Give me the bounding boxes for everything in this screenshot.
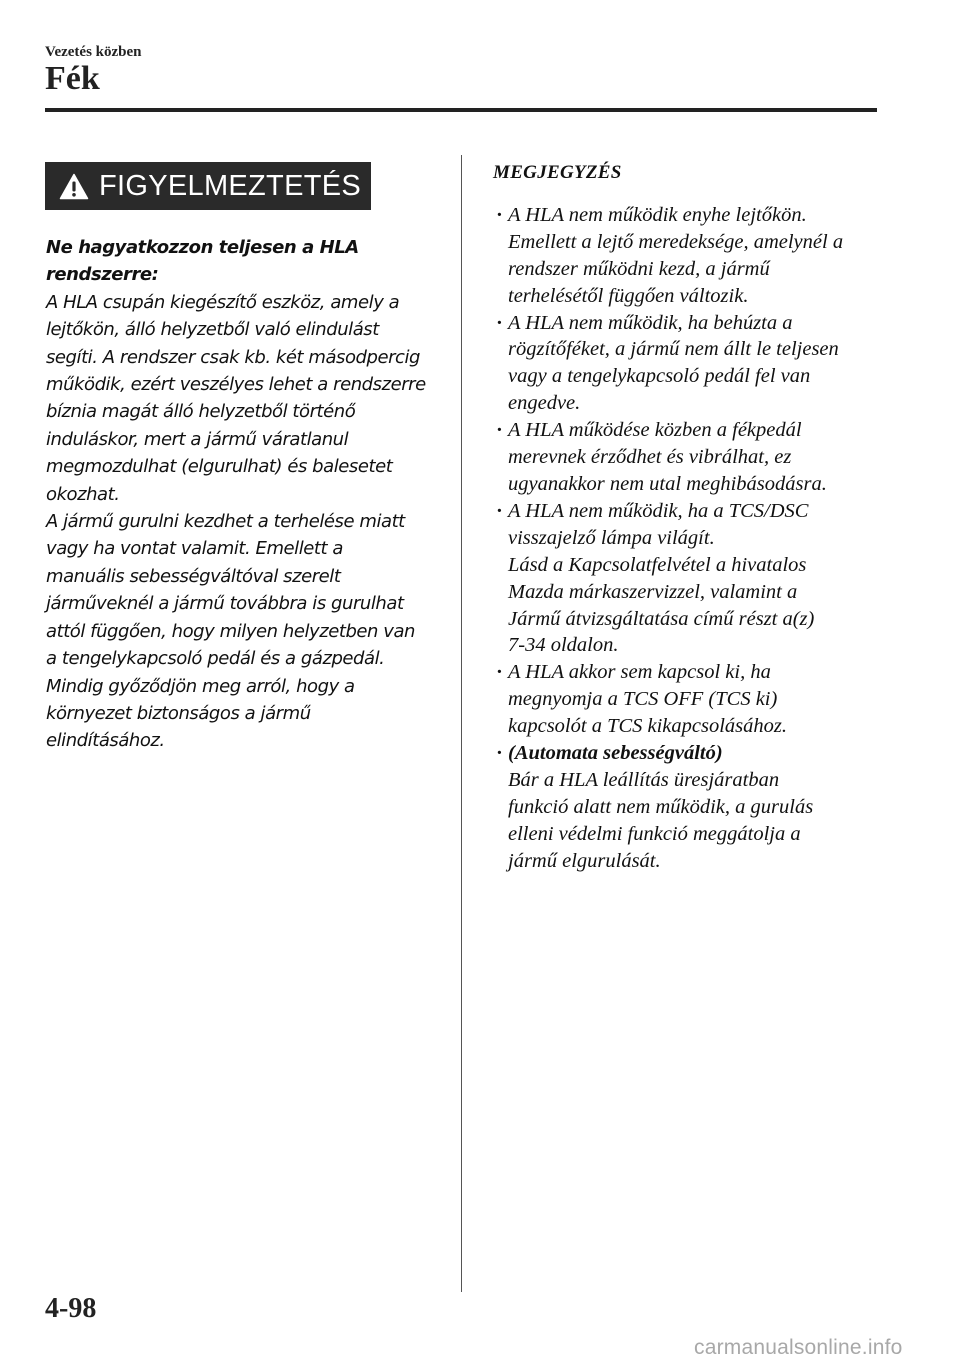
bullet-text-line: vagy a tengelykapcsoló pedál fel van [508, 365, 811, 388]
text-line: manuális sebességváltóval szerelt [46, 565, 341, 587]
warning-title: FIGYELMEZTETÉS [99, 169, 362, 202]
bullet-text-line: megnyomja a TCS OFF (TCS ki) [508, 688, 778, 711]
text-line: működik, ezért veszélyes lehet a rendszerre [46, 374, 426, 396]
bullet-text-line: engedve. [508, 392, 581, 415]
bullet-text-line: A HLA nem működik, ha behúzta a [508, 311, 793, 334]
section-label: Vezetés közben [45, 44, 142, 60]
text-line: környezet biztonságos a jármű [46, 702, 311, 724]
text-line: A HLA csupán kiegészítő eszköz, amely a [46, 291, 400, 313]
warning-triangle-icon [59, 173, 89, 200]
bullet-dot-icon: · [496, 661, 503, 684]
header-rule [45, 108, 877, 112]
warning-paragraph-2 [46, 508, 442, 755]
text-line: járműveknél a jármű továbbra is gurulhat [46, 593, 404, 615]
bullet-text-line: kapcsolót a TCS kikapcsolásához. [508, 715, 788, 738]
column-divider [461, 155, 462, 1292]
bullet-text-line: 7-34 oldalon. [508, 634, 619, 657]
bullet-text-line: A HLA akkor sem kapcsol ki, ha [508, 661, 771, 684]
note-bullet-list [491, 202, 891, 875]
note-bullet-item [491, 417, 891, 498]
warning-lead-line: Ne hagyatkozzon teljesen a HLA [46, 237, 359, 258]
text-line: megmozdulhat (elgurulhat) és balesetet [46, 456, 393, 478]
bullet-text-line: terhelésétől függően változik. [508, 284, 749, 307]
warning-lead [46, 234, 442, 289]
text-line: induláskor, mert a jármű váratlanul [46, 428, 349, 450]
note-bullet-item [491, 202, 891, 310]
bullet-text-line: Emellett a lejtő meredeksége, amelynél a [508, 230, 844, 253]
warning-paragraph-1 [46, 289, 442, 508]
bullet-text-line: Lásd a Kapcsolatfelvétel a hivatalos [508, 553, 807, 576]
bullet-dot-icon: · [496, 203, 503, 226]
bullet-dot-icon: · [496, 311, 503, 334]
bullet-dot-icon: · [496, 742, 503, 765]
bullet-text-line: visszajelző lámpa világít. [508, 526, 715, 549]
warning-lead-line: rendszerre: [46, 264, 159, 286]
text-line: a tengelykapcsoló pedál és a gázpedál. [46, 648, 385, 670]
note-bullet-item [491, 659, 891, 740]
bullet-dot-icon: · [496, 499, 503, 522]
bullet-text-line: A HLA nem működik enyhe lejtőkön. [508, 203, 807, 226]
note-bullet-item [491, 498, 891, 659]
bullet-text-line: Mazda márkaszervizzel, valamint a [508, 580, 798, 603]
bullet-text-line: rögzítőféket, a jármű nem állt le teljesen [508, 338, 839, 361]
text-line: bíznia magát álló helyzetből történő [46, 401, 356, 423]
bullet-dot-icon: · [496, 419, 503, 442]
note-title: MEGJEGYZÉS [493, 162, 622, 183]
warning-body [46, 234, 442, 755]
note-section [491, 160, 891, 875]
bullet-text-line: A HLA működése közben a fékpedál [508, 419, 802, 442]
bullet-text-line: Jármű átvizsgáltatása című részt a(z) [508, 607, 815, 630]
page-number: 4-98 [45, 1293, 97, 1324]
bullet-text-line: Bár a HLA leállítás üresjáratban [508, 768, 780, 791]
text-line: okozhat. [46, 483, 120, 505]
bullet-text-line: elleni védelmi funkció meggátolja a [508, 822, 801, 845]
bullet-text-line: ugyanakkor nem utal meghibásodásra. [508, 472, 827, 495]
text-line: vagy ha vontat valamit. Emellett a [46, 538, 343, 560]
text-line: segíti. A rendszer csak kb. két másodpercig [46, 346, 421, 368]
watermark: carmanualsonline.info [694, 1336, 903, 1359]
text-line: lejtőkön, álló helyzetből való elindulást [46, 319, 379, 341]
bullet-text-line: A HLA nem működik, ha a TCS/DSC [508, 499, 809, 522]
note-bullet-item [491, 310, 891, 418]
bullet-text-line: rendszer működni kezd, a jármű [508, 257, 770, 280]
bullet-heading: (Automata sebességváltó) [508, 742, 723, 765]
bullet-text-line: merevnek érződhet és vibrálhat, ez [508, 446, 792, 469]
text-line: Mindig győződjön meg arról, hogy a [46, 675, 355, 697]
text-line: A jármű gurulni kezdhet a terhelése miatt [46, 511, 405, 533]
bullet-text-line: funkció alatt nem működik, a gurulás [508, 795, 814, 818]
bullet-text-line: jármű elgurulását. [508, 849, 661, 872]
warning-banner [45, 162, 371, 210]
text-line: elindításához. [46, 730, 165, 752]
page-title: Fék [45, 60, 100, 97]
text-line: attól függően, hogy milyen helyzetben van [46, 620, 416, 642]
note-bullet-item [491, 740, 891, 875]
